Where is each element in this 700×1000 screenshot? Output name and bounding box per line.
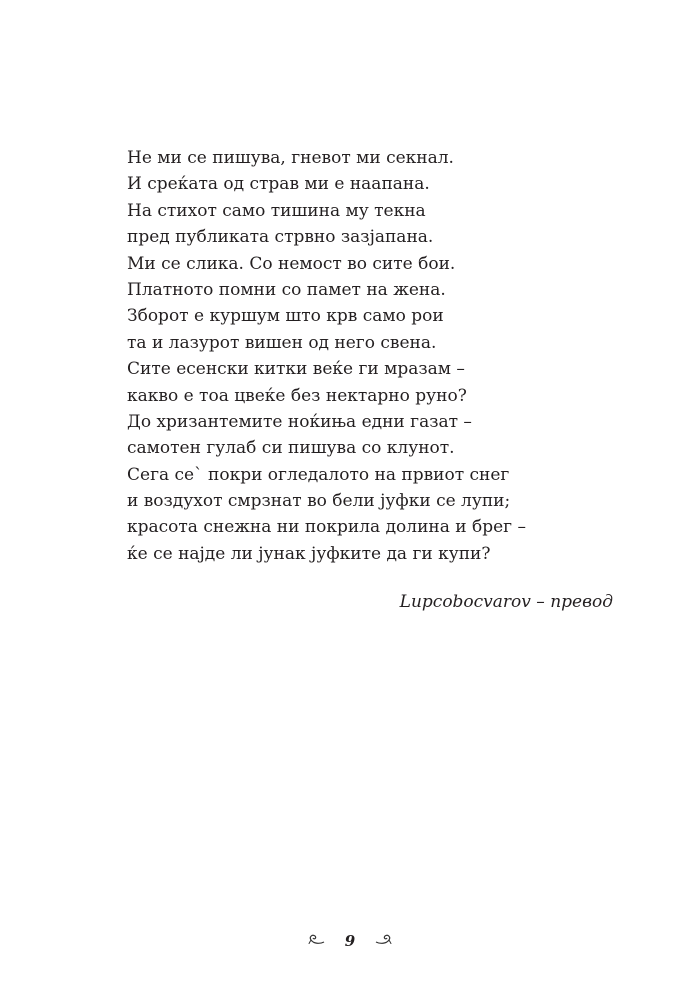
translator-attribution: Lupcobocvarov – превод — [399, 592, 613, 612]
poem-line: красота снежна ни покрила долина и брег – — [127, 517, 526, 538]
poem-line: Сите есенски китки веќе ги мразам – — [127, 359, 465, 380]
page-number: 9 — [344, 932, 356, 950]
poem-line: Сега се` покри огледалото на првиот снег — [127, 464, 510, 485]
poem-line: До хризантемите ноќиња едни газат – — [127, 411, 472, 432]
poem — [127, 145, 526, 567]
poem-line: Ми се слика. Со немост во сите бои. — [127, 253, 456, 274]
poem-line: На стихот само тишина му текна — [127, 200, 426, 221]
poem-line: И среќата од страв ми е наапана. — [127, 174, 430, 195]
poem-line: ќе се најде ли јунак јуфките да ги купи? — [127, 543, 491, 564]
poem-line: и воздухот смрзнат во бели јуфки се лупи; — [127, 491, 511, 512]
poem-line: самотен гулаб си пишува со клунот. — [127, 438, 455, 459]
poem-line: пред публиката стрвно зазјапана. — [127, 227, 434, 248]
poem-line: та и лазурот вишен од него свена. — [127, 332, 437, 353]
poem-line: какво е тоа цвеќе без нектарно руно? — [127, 385, 467, 406]
poem-line: Зборот е куршум што крв само рои — [127, 306, 444, 327]
poem-line: Не ми се пишува, гневот ми секнал. — [127, 148, 454, 168]
right-ornament-icon — [374, 931, 392, 951]
page-footer — [0, 930, 700, 951]
left-ornament-icon — [308, 931, 326, 951]
poem-line: Платното помни со памет на жена. — [127, 279, 446, 300]
